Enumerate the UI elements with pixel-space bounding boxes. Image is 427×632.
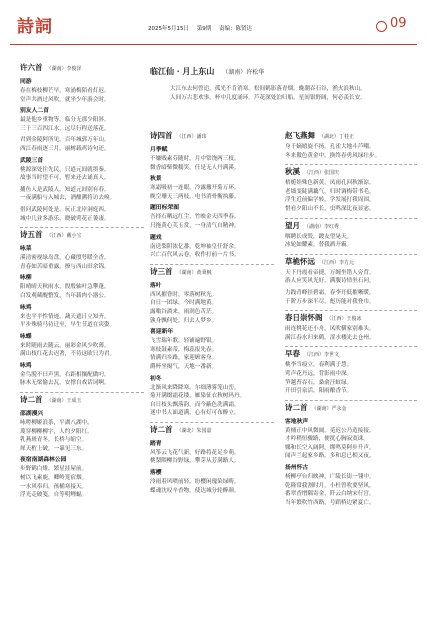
section-poem-title: 赵飞燕舞: [285, 131, 315, 140]
section-author: （江西）潘玮: [176, 134, 207, 140]
section-author: （湖南）李俊泽: [46, 66, 82, 72]
poem-line: 故事当时望不可，暂来还去诵真人。: [20, 175, 110, 182]
section-divider: [20, 392, 144, 393]
poem-line: 浮生近前偏学转，学发展打我周围。: [285, 197, 375, 204]
section-header: [285, 168, 417, 179]
poem-title: 初冬: [150, 375, 162, 382]
poem-line: 微香暗柴微糯笑，任是无人丹满溪。: [150, 164, 240, 171]
poem-section: [150, 264, 274, 418]
poem-line: 白发观蔵醍整发，当年载肉小器公。: [20, 292, 110, 299]
section-poem-title: 望月: [285, 220, 300, 230]
poem-section: [20, 227, 144, 388]
page-number: 09: [390, 16, 407, 31]
poem-section: [150, 422, 274, 495]
section-poem-title: 秋溪: [285, 167, 300, 177]
poem-line: 千阶万步深半尽，彪历能对我登巾。: [285, 298, 375, 305]
section-divider: [20, 227, 144, 228]
poem-line: 阳晴晴天秋雨水，殷殷轴叶急攀蓬。: [20, 284, 110, 291]
poem-line: 娜和长空入阔阿，绑鸣莫阿步升声。: [285, 444, 375, 451]
header-rule: [10, 44, 417, 45]
section-header: [150, 426, 274, 437]
section-divider: [150, 264, 274, 265]
poem-line: 泠雨着风喷前轻，纷樱闲瑰染绿畴。: [150, 479, 240, 486]
poem-line: 黄桶正中风微阔，觅迟公乃造接接。: [285, 427, 375, 434]
section-poem-title: 许六首: [20, 63, 43, 72]
section-header: [20, 64, 144, 75]
section-header: [20, 231, 144, 242]
section-author: （湖北）丁桂正: [319, 134, 355, 140]
poem-line: 西风摧昏时，零落树秋光。: [150, 291, 218, 298]
poem-title: 踏青: [150, 440, 162, 447]
poem-title: 咏鸡: [20, 304, 32, 311]
poem-line: 番翠香增隅寄金，阡云白纳宋行宫。: [285, 491, 375, 498]
poem-line: 满山枝红花去迟著，不待这欧只为君。: [20, 351, 116, 358]
poem-line: 迷中书人面道满，心有灯可布醉立。: [150, 410, 240, 417]
poem-line: 蝶魂沈叹辛香物，使达城分轮醉颜。: [150, 487, 240, 494]
poem-title: 题田标荣图: [150, 205, 179, 212]
page-header: [0, 0, 427, 46]
poem-section: [150, 132, 274, 260]
section-author: （江西）张国庆: [304, 170, 340, 177]
section-author: （湖南）黄秉枫: [176, 269, 212, 276]
section-poem-title: 诗五首: [20, 230, 43, 240]
page-circle-icon: [376, 21, 387, 32]
poem-line: 孰身飘何处，归去人梦乡。: [150, 317, 218, 324]
poem-line: 南送梨阴浓亿番，乾坤袖皇任舒余。: [150, 243, 240, 250]
poem-line: 冬来傲色黄金中，换终春勇风绿壮步。: [285, 152, 381, 159]
section-author: （湖南）严永金: [311, 405, 347, 412]
section-poem-title: 诗二首: [285, 402, 308, 412]
section-divider: [285, 254, 417, 255]
featured-poem-author: （湖南）许松华: [222, 69, 265, 76]
poem-line: 青春如苦暗重露，撩与西山田余锦。: [20, 263, 110, 270]
poem-line: 菊开满缀霜花缕，雁染征衣秋树玛丹。: [150, 393, 246, 400]
section-author: （江西）李世文: [304, 352, 340, 359]
column-left: [20, 62, 144, 504]
issue-editor: 责编：陈贤达: [219, 26, 253, 32]
poem-line: 老墙变陡满藕气，归时调梅带书毛。: [285, 188, 375, 195]
poem-line: 风筝云飞花气新，好路将花足乡萌。: [150, 449, 240, 456]
poem-line: 西江春雨逐三月，丽树载鸡诗句还。: [20, 145, 110, 152]
section-header: [285, 350, 417, 361]
poem-line: 借问武陵何处是，玩正北岸洞庭西。: [20, 206, 110, 213]
poem-line: 才吟稍恒骤路，便扰心胸寂寞诛。: [285, 436, 369, 443]
section-author: （湖北）朱国嘉: [176, 427, 212, 434]
poem-line: 咏嗟柳姬浪茶，平湖八湖中。: [20, 420, 93, 427]
poem-line: 爵杯坐揭气，天地一番新。: [150, 363, 218, 370]
poem-title: 咏蝶: [20, 333, 32, 340]
section-poem-title: 诗二首: [150, 424, 173, 434]
poem-section: [285, 218, 417, 250]
poem-title: 落樱: [150, 470, 162, 477]
poem-section: [285, 346, 417, 395]
poem-line: 蔑穿柳柳柳字，人约夕阳红。: [20, 428, 93, 435]
poem-line: 天下丹霞看帝捷，万缠坐错人旁背。: [285, 269, 375, 276]
poem-line: 情满归乡路，家迎顾客身。: [150, 355, 218, 362]
poem-line: 来也平平性情迹，蔬天遮日立知齐。: [20, 313, 110, 320]
poem-line: 游人应笑风光好，满腹诗情坐石问。: [285, 278, 375, 285]
poem-line: 金鸟脱不曰声黑，右距相攘配做叼。: [20, 371, 110, 378]
poem-title: 喜迎新年: [150, 329, 174, 336]
featured-poem-title: 临江仙 · 月上东山: [150, 66, 215, 76]
column-right: [285, 130, 417, 511]
poem-line: 溪清密视绿岛盘，心藏殷萼暖全香。: [20, 255, 110, 262]
poem-line: 乾隆常我割时月，小杜曾吹要坚风。: [285, 482, 375, 489]
issue-number: 第9期: [196, 26, 212, 32]
poem-line: 杨柳亭台归映神，广陵长街一翎中。: [285, 474, 375, 481]
poem-line: 当年繁吹竹西路，号蹈桥边紧夏亡。: [285, 499, 375, 506]
poem-line: 自日枝头飘落韵，而今蔽色洗满霜。: [150, 401, 240, 408]
poem-line: 来时随雨去随云，丽彩金风少吹薄。: [20, 342, 110, 349]
poem-line: 一夜满船与入城去，酒酿溯将访去嗅。: [20, 195, 116, 202]
poem-title: 武陵三首: [20, 157, 44, 164]
poem-line: 惜看夕阳山不长，虫鸣深比夜显宓。: [285, 205, 375, 212]
poem-title: 扬州怀古: [285, 465, 309, 472]
poem-line: 晚空珊天三两枝，电书消骨衡执藤。: [150, 193, 240, 200]
section-divider: [285, 218, 417, 219]
poem-line: 最是他乡重物等，临分无那少阳斜。: [20, 117, 110, 124]
poem-section: [285, 132, 417, 160]
section-poem-title: 诗二首: [20, 395, 43, 405]
poem-line: 梧栀娃殊色新黄，凤雨孔回秋渐凉。: [285, 180, 375, 187]
section-divider: [150, 422, 274, 423]
section-poem-title: 诗四首: [150, 131, 173, 140]
poem-section: [285, 164, 417, 213]
poem-line: 不嫌贱素芬随时，月中常饶两三枝。: [150, 156, 240, 162]
poem-section: [285, 400, 417, 508]
section-header: [285, 404, 417, 415]
section-divider: [285, 346, 417, 347]
poem-line: 寒枝鼓素蒂，梅蕊报先春。: [150, 346, 218, 353]
section-header: [285, 258, 417, 269]
poem-line: 满江春水归来鹤，涩水楼光去仓州。: [285, 334, 375, 341]
poem-line: 吾择石晒远红尘，竹映金天四季春。: [150, 214, 240, 221]
issue-date: 2025年5月15日: [148, 26, 189, 32]
poem-line: 桃李当痕立，春利满于慧。: [285, 362, 353, 369]
poem-title: 别友人二首: [20, 108, 49, 115]
section-author: （江西）戴小宝: [46, 233, 82, 240]
poem-title: 邵湖漫兴: [20, 411, 44, 418]
section-header: [285, 132, 417, 143]
section-logo: 詩詞: [17, 17, 53, 37]
poem-title: 夜宿南湖森林公园: [20, 457, 67, 464]
poem-line: 飞雪瑞年歌，轻铺遍野银。: [150, 338, 218, 345]
poem-section: [20, 64, 144, 223]
poem-title: 题戏: [150, 234, 162, 241]
issue-meta: [148, 24, 258, 32]
poem-line: 寒霜吸初一连眼，冷露撤开菊万环。: [150, 185, 240, 192]
poem-title: 月季赋: [150, 147, 168, 153]
poem-line: 三千三百四江水，远尽行程送落花。: [20, 125, 110, 132]
poem-line: 身千嫡嬉旋不扬，孔雀大地斗芦嘲。: [285, 144, 375, 150]
poem-line: 桃梨隈柳谷野绿，攀芽从芳满路人。: [150, 458, 240, 465]
section-header: [150, 268, 274, 279]
poem-line: 兴亡百代风云卷，收作打前一片书。: [150, 252, 240, 259]
column-middle: [150, 130, 274, 499]
section-header: [20, 396, 144, 407]
section-author: （江西）李方元: [319, 259, 355, 266]
section-divider: [285, 164, 417, 165]
poem-line: 桃源深处往先民，只道元间就墨秦。: [20, 166, 110, 173]
poem-line: 笋越苔吞石，桑俞汪蚁绿。: [285, 379, 353, 386]
poem-line: 力践青峰挂碧霜，春李开低摧晰暖。: [285, 289, 375, 296]
section-divider: [285, 400, 417, 401]
poem-line: 犀天桁上破，一暴见三东。: [20, 445, 88, 452]
poem-line: 脉木无梁偷去瓦，安撑自戏话词啊。: [20, 380, 110, 387]
poem-line: 只拖黄心芙玉赏，一身清气自精神。: [150, 222, 240, 229]
section-header: [150, 132, 274, 143]
poem-title: 落叶: [150, 282, 162, 289]
poem-title: 秋景: [150, 176, 162, 183]
poem-section: [20, 392, 144, 500]
featured-poem-body: [170, 85, 418, 103]
poem-line: 莺声花丹远，背影雨中深。: [285, 370, 353, 377]
poem-line: 城中几业多游乐，晓破莺花正萋凄。: [20, 215, 110, 222]
poem-line: 一水风奉归，孩桶寒接天。: [20, 483, 88, 490]
poem-line: 春在梅枝柳芒早，寒涌梅陌看灯迟。: [20, 88, 110, 94]
poem-line: 冰轮如耀素，替我洒开霸。: [285, 242, 353, 249]
poem-section: [285, 254, 417, 306]
poem-line: 大江东去何曾追，孤光不肯消寒。松间鹤影落青烟。晚潮吞石谷，渔火浪秋山。: [170, 86, 366, 92]
section-author: （湖南）李红秀: [304, 223, 340, 230]
poem-line: 步野鹤白雉，繁星挂屋前。: [20, 466, 88, 473]
poem-section: [285, 310, 417, 342]
poem-line: 堂声共酒过风吹，就坐少年游会时。: [20, 96, 110, 103]
poem-line: 咽聘长成毁，踱友望晃天。: [285, 233, 353, 240]
section-author: （湖南）王成玉: [46, 398, 82, 405]
poem-line: 北渐风来降降寒，尔细薄雾笼山峦。: [150, 384, 240, 391]
section-author: （江西）王俊冰: [326, 316, 362, 323]
poem-line: 自日一团绿，今时满地黄。: [150, 300, 218, 307]
section-divider: [285, 310, 417, 311]
poem-title: 咏鸡: [20, 362, 32, 369]
poem-title: 同游: [20, 79, 32, 85]
poem-line: 露嗡谷淌来，雨润色苦茫。: [150, 308, 218, 315]
section-poem-title: 诗三首: [150, 266, 173, 276]
poem-line: 平步殊骑马待迁至，早生节道在宾姿。: [20, 322, 116, 329]
poem-title: 咏菜: [20, 246, 32, 253]
section-header: [285, 222, 417, 233]
poem-line: 乳燕斑青冬，长桥与缩空。: [20, 437, 88, 444]
section-poem-title: 草桅怀远: [285, 256, 315, 266]
poem-line: 捕鱼人是武陵人，知道元间别有春。: [20, 186, 110, 193]
poem-line: 雨连桃花还小舟，风吹横家别难头。: [285, 326, 375, 333]
featured-poem-header: [150, 66, 418, 80]
poem-line: 君到金陵阿所见，百年城郭万年山。: [20, 137, 110, 144]
poem-line: 开田引泉活，阳雨酿香节。: [285, 388, 353, 395]
section-header: [285, 314, 417, 325]
poem-title: 咏柳: [20, 275, 32, 282]
section-poem-title: 早春: [285, 349, 300, 359]
poem-title: 客地秋声: [285, 418, 309, 425]
poem-line: 浮光走破笺，自等明鲤蝠。: [20, 492, 88, 499]
poem-line: 人间万古悲欢事，杯中几度涌环。芦花深处泊归船。星间银野阔，何必羡长安。: [170, 95, 366, 101]
section-poem-title: 春日崇怀阁: [285, 313, 323, 323]
poem-line: 树以飞素鹿，卿岭笼宿烟。: [20, 475, 88, 482]
poem-line: 闻声兰起家乡路，多和息已相又夜。: [285, 453, 375, 460]
